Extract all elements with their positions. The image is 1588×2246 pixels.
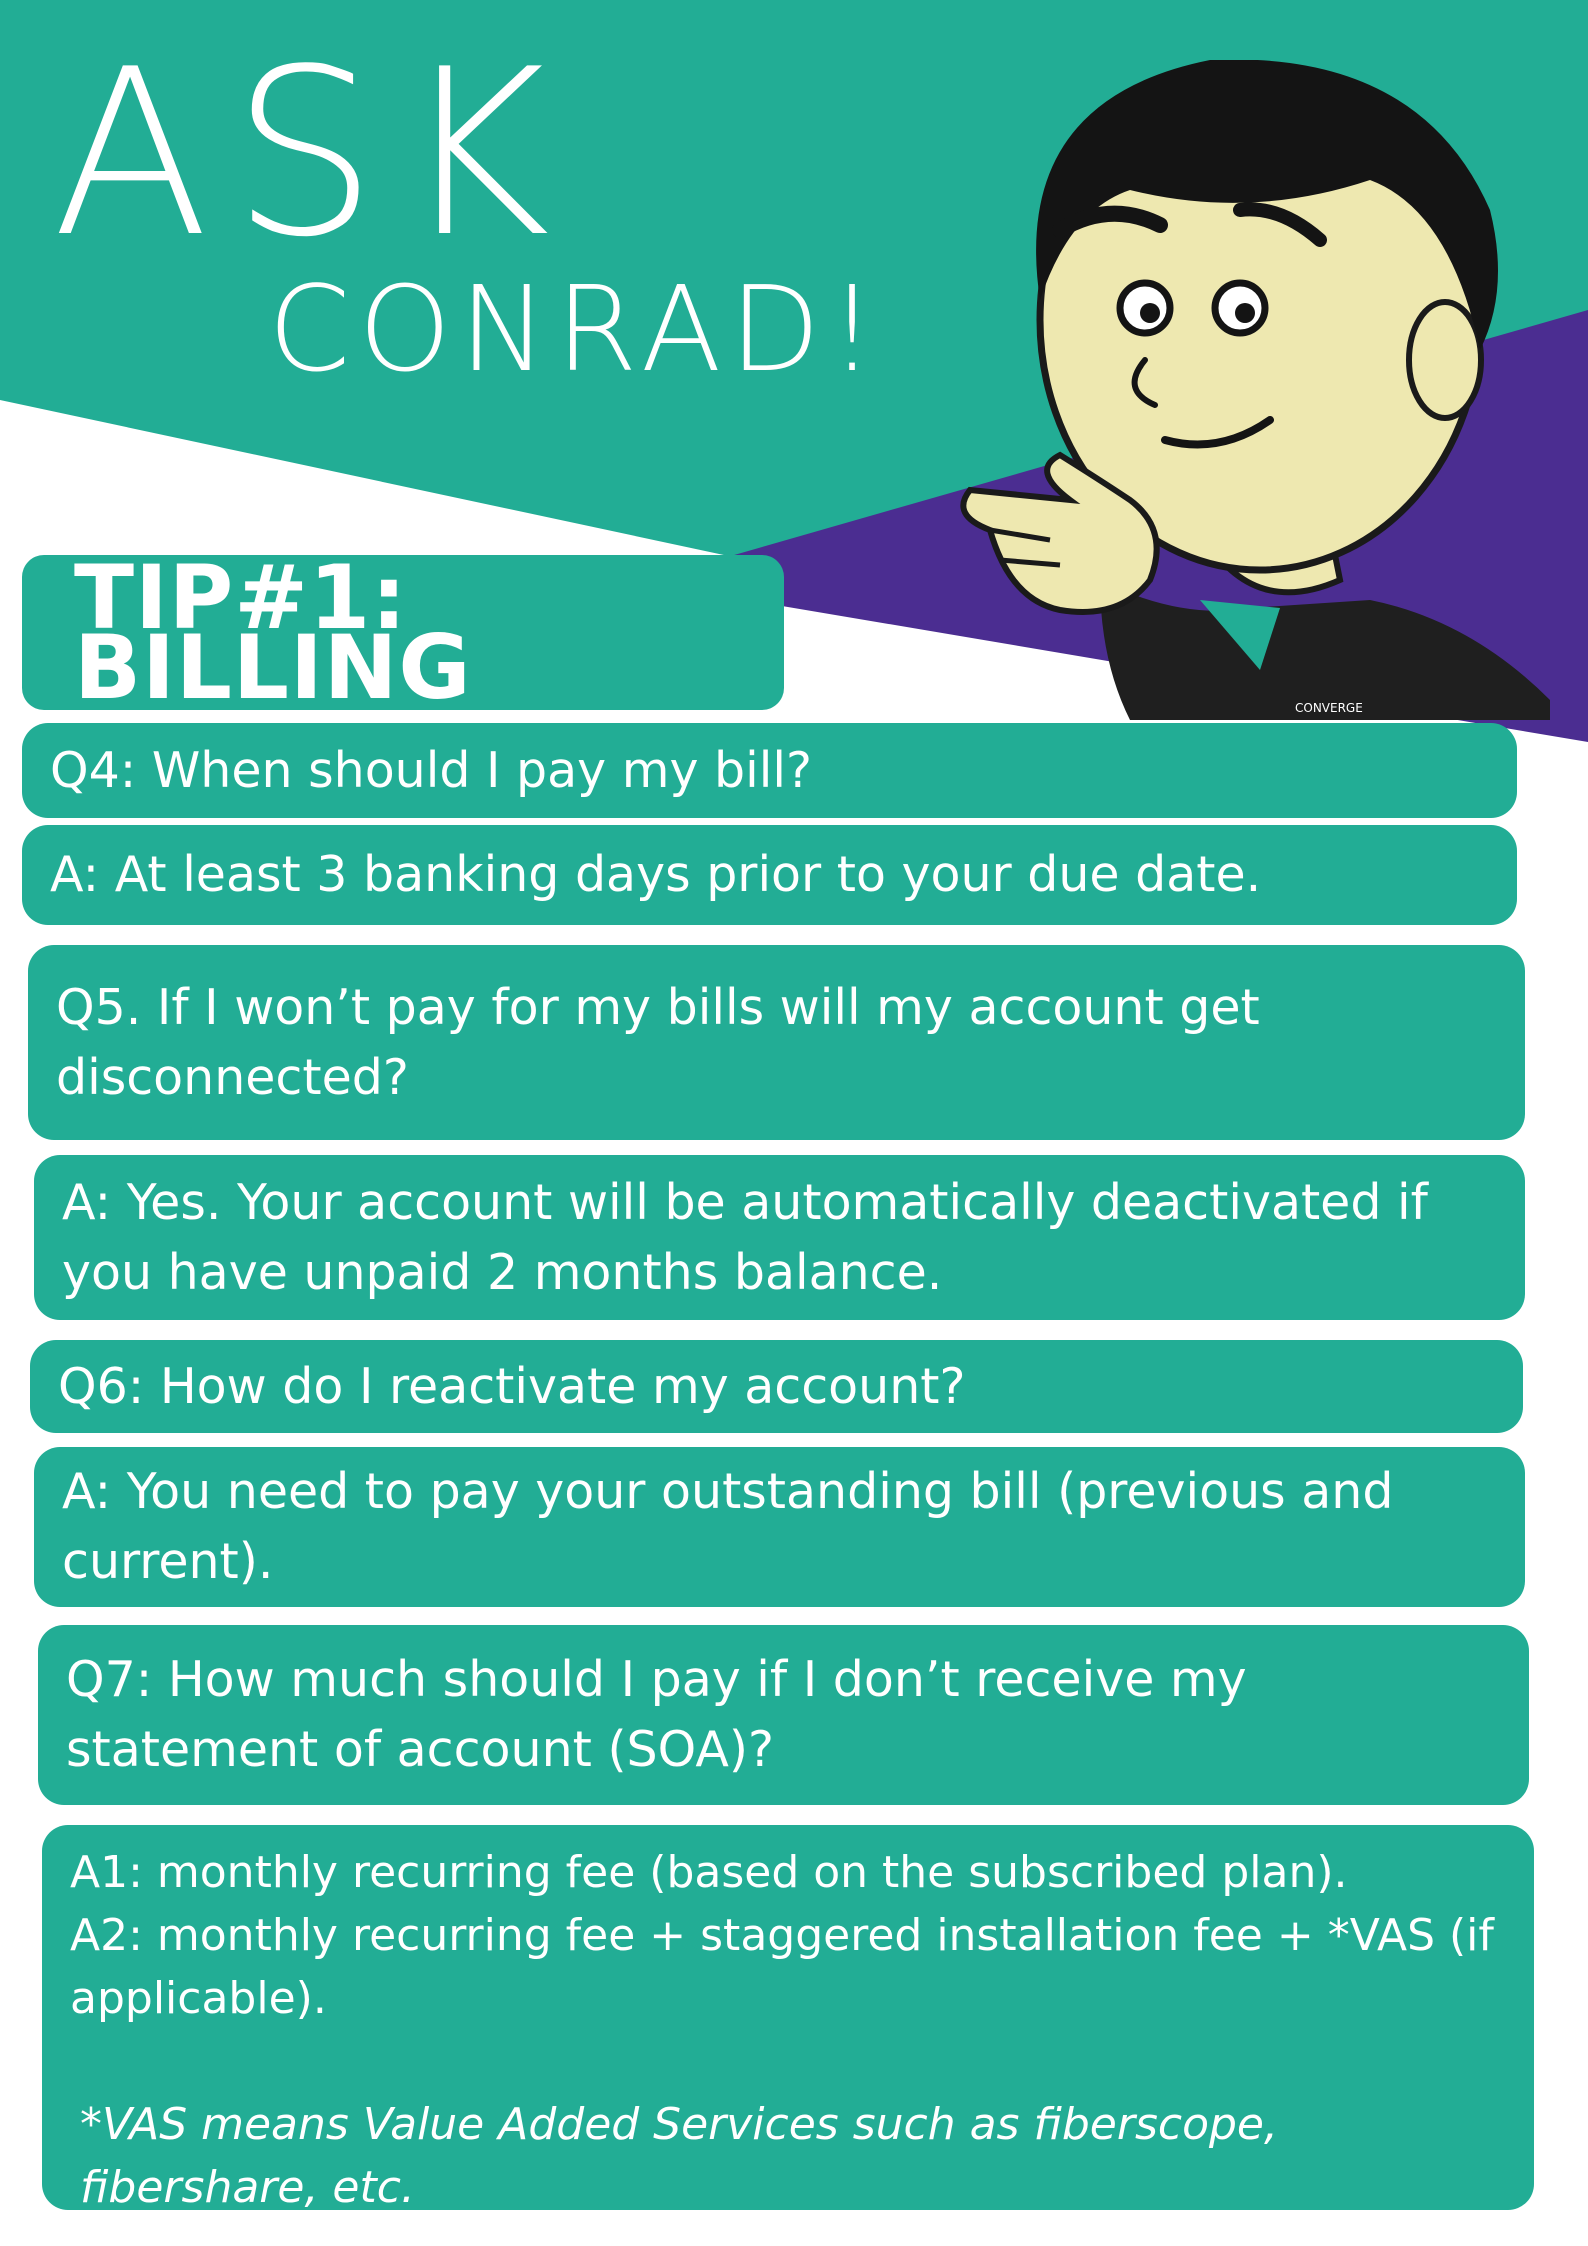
answer-q5: A: Yes. Your account will be automatically deactivated if you have unpaid 2 months balance. [34,1155,1525,1320]
answer-q7-a1: A1: monthly recurring fee (based on the subscribed plan). [70,1847,1348,1898]
vas-note: *VAS means Value Added Services such as fiberscope, fibershare, etc. [80,2099,1278,2213]
question-q5: Q5. If I won’t pay for my bills will my account get disconnected? [28,945,1525,1140]
title-ask: ASK [52,21,573,288]
answer-q7 [42,1825,1534,2213]
title-conrad: CONRAD! [268,260,884,398]
answer-q6: A: You need to pay your outstanding bill (previous and current). [34,1447,1525,1607]
answer-q7-a2: A2: monthly recurring fee + staggered installation fee + *VAS (if applicable). [70,1910,1494,2024]
question-q6: Q6: How do I reactivate my account? [30,1340,1523,1433]
shirt-logo-text: CONVERGE [1295,701,1363,715]
tip-label: TIP#1: BILLING [22,555,784,710]
answer-q4: A: At least 3 banking days prior to your due date. [22,825,1517,925]
question-q4: Q4: When should I pay my bill? [22,723,1517,818]
conrad-mascot-icon [950,60,1588,720]
question-q7: Q7: How much should I pay if I don’t receive my statement of account (SOA)? [38,1625,1529,1805]
